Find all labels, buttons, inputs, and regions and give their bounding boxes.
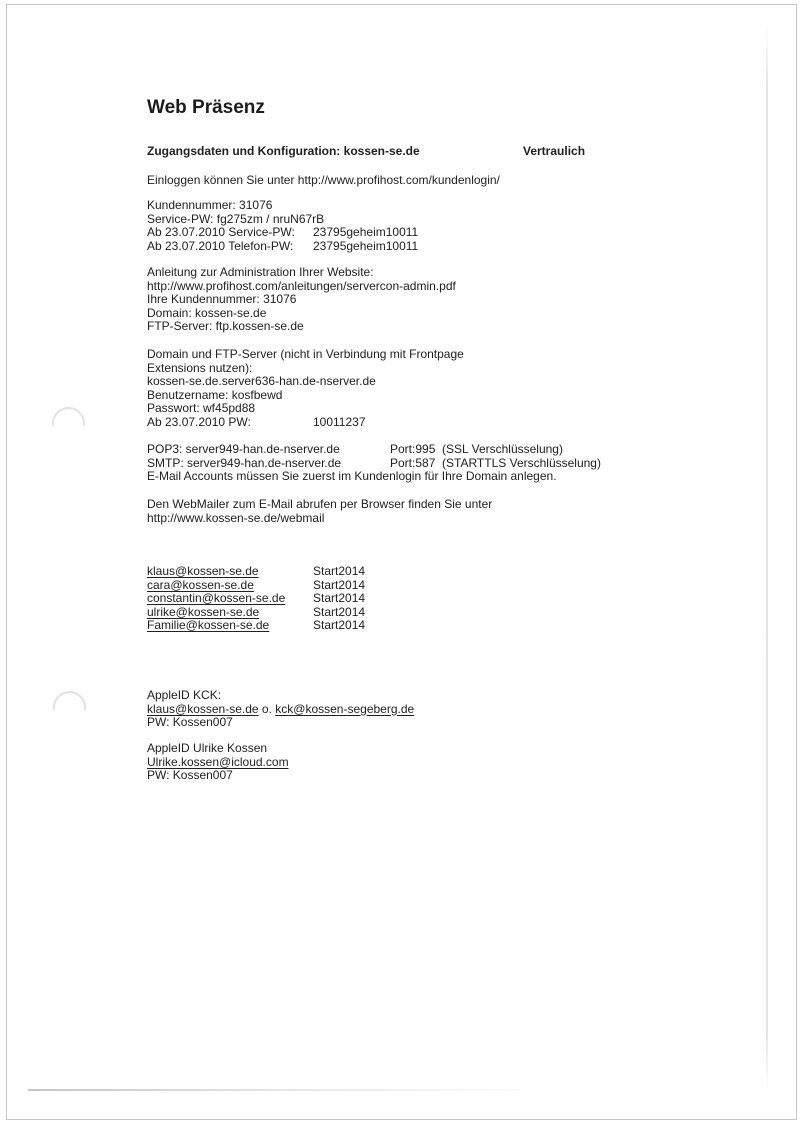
email-account-row: [147, 564, 366, 579]
page-title: Web Präsenz: [147, 97, 265, 118]
admin-guide-block: [147, 266, 456, 334]
appleid-ulrike-pw: PW: Kossen007: [147, 768, 233, 782]
login-intro-line: Einloggen können Sie unter http://www.profihost.com/kundenlogin/: [147, 173, 500, 187]
customer-number-repeat-line: Ihre Kundennummer: 31076: [147, 292, 297, 306]
service-pw-value: 23795geheim10011: [313, 225, 419, 239]
appleid-ulrike-title: AppleID Ulrike Kossen: [147, 741, 268, 755]
telefon-pw-label: Ab 23.07.2010 Telefon-PW:: [147, 238, 294, 253]
customer-number-line: Kundennummer: 31076: [147, 198, 273, 212]
smtp-port-value: Port:587 (STARTTLS Verschlüsselung): [390, 455, 601, 470]
scan-artifact-vertical-line: [766, 24, 768, 1092]
webmail-url: http://www.kossen-se.de/webmail: [147, 510, 325, 525]
ftp-username-line: Benutzername: kosfbewd: [147, 387, 283, 402]
ftp-new-pw-row: [147, 416, 464, 430]
appleid-ulrike-block: [147, 742, 289, 783]
appleid-kck-title: AppleID KCK:: [147, 688, 222, 702]
email-address: cara@kossen-se.de: [147, 577, 254, 592]
pop3-port-value: Port:995 (SSL Verschlüsselung): [390, 442, 563, 456]
mail-accounts-note: E-Mail Accounts müssen Sie zuerst im Kundenlogin für Ihre Domain anlegen.: [147, 469, 557, 483]
punch-hole-bottom: [53, 691, 89, 710]
pop3-server-label: POP3: server949-han.de-nserver.de: [147, 442, 340, 456]
section-heading: Zugangsdaten und Konfiguration: kossen-se.de: [147, 144, 420, 158]
email-password: Start2014: [313, 591, 366, 605]
telefon-pw-row: [147, 238, 419, 254]
email-address: Familie@kossen-se.de: [147, 618, 270, 632]
service-pw-row: [147, 225, 419, 240]
account-credentials-block: [147, 198, 419, 253]
email-password: Start2014: [313, 577, 366, 592]
email-address: ulrike@kossen-se.de: [147, 604, 260, 619]
smtp-server-label: SMTP: server949-han.de-nserver.de: [147, 455, 342, 470]
ftp-password-line: Passwort: wf45pd88: [147, 401, 256, 415]
scan-border: [6, 4, 797, 1120]
admin-guide-url: http://www.profihost.com/anleitungen/servercon-admin.pdf: [147, 278, 456, 293]
appleid-kck-separator: o.: [258, 701, 276, 716]
admin-guide-line: Anleitung zur Administration Ihrer Website:: [147, 265, 374, 279]
punch-hole-top: [52, 407, 90, 426]
service-pw-label: Ab 23.07.2010 Service-PW:: [147, 225, 295, 239]
appleid-kck-emails: [147, 703, 414, 717]
service-password-line: Service-PW: fg275zm / nruN67rB: [147, 211, 325, 226]
smtp-row: [147, 455, 601, 471]
email-account-row: [147, 604, 366, 620]
ftp-server-line: FTP-Server: ftp.kossen-se.de: [147, 319, 304, 333]
appleid-kck-pw: PW: Kossen007: [147, 715, 233, 729]
appleid-ulrike-email: Ulrike.kossen@icloud.com: [147, 754, 289, 769]
email-account-row: [147, 618, 366, 633]
confidential-label: Vertraulich: [523, 144, 586, 158]
email-account-row: [147, 591, 366, 606]
appleid-kck-email-2: kck@kossen-segeberg.de: [275, 701, 415, 716]
email-password: Start2014: [313, 618, 366, 632]
pop3-row: [147, 442, 563, 457]
webmail-info-line: Den WebMailer zum E-Mail abrufen per Browser finden Sie unter: [147, 497, 493, 511]
webmail-block: [147, 498, 492, 525]
email-accounts-list: [147, 564, 366, 633]
email-account-row: [147, 577, 366, 593]
scan-artifact-bottom-line: [28, 1089, 520, 1091]
ftp-credentials-block: [147, 348, 464, 429]
ftp-note-line-1: Domain und FTP-Server (nicht in Verbindung mit Frontpage: [147, 347, 464, 361]
ftp-new-pw-value: 10011237: [313, 414, 366, 429]
section-heading-row: [147, 145, 707, 159]
domain-line: Domain: kossen-se.de: [147, 305, 267, 320]
ftp-host-line: kossen-se.de.server636-han.de-nserver.de: [147, 374, 376, 388]
mail-server-block: [147, 442, 601, 484]
ftp-new-pw-label: Ab 23.07.2010 PW:: [147, 414, 251, 429]
email-password: Start2014: [313, 604, 366, 619]
appleid-kck-block: [147, 689, 414, 730]
telefon-pw-value: 23795geheim10011: [313, 238, 419, 253]
email-address: constantin@kossen-se.de: [147, 591, 286, 605]
email-address: klaus@kossen-se.de: [147, 564, 259, 578]
email-password: Start2014: [313, 564, 366, 578]
ftp-note-line-2: Extensions nutzen):: [147, 360, 253, 375]
appleid-kck-email-1: klaus@kossen-se.de: [147, 701, 259, 716]
